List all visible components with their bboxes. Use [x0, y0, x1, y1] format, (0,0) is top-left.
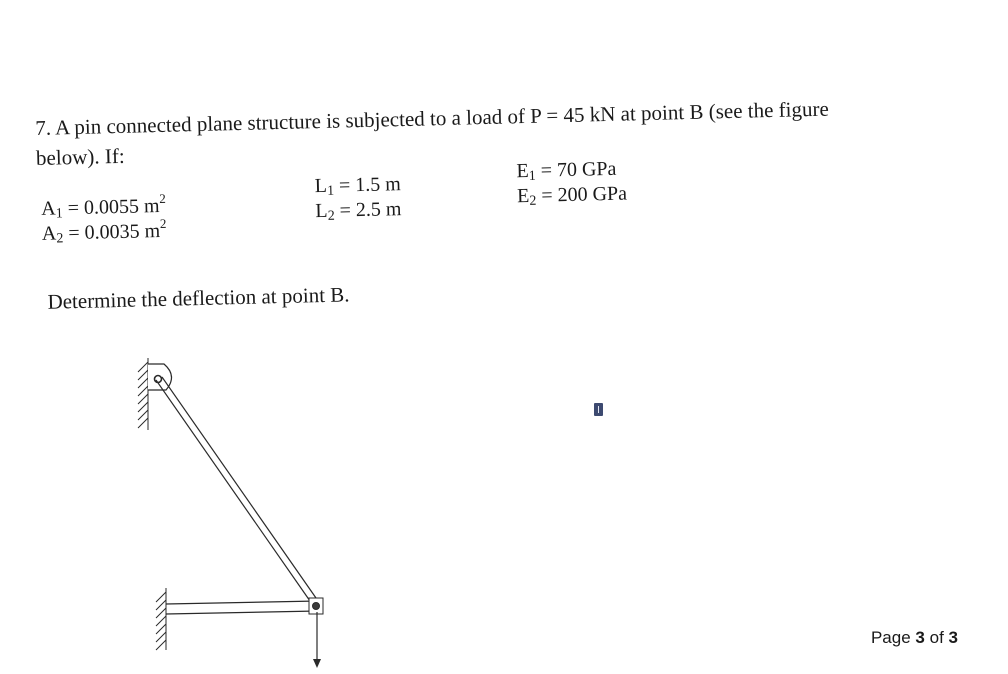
problem-question: Determine the deflection at point B. [47, 282, 350, 314]
page-number [871, 628, 958, 648]
given-length-2: $L_2 = 2.5$ m [315, 198, 402, 224]
given-modulus-1: $E_1 = 70$ GPa [516, 157, 617, 184]
page-word: Page [870, 628, 911, 647]
upper-pin-joint [155, 376, 162, 383]
page-current: 3 [915, 628, 925, 647]
problem-block [34, 54, 934, 314]
lower-wall-support [156, 588, 166, 650]
upper-wall-support [138, 358, 148, 430]
structure-figure [120, 350, 360, 674]
load-arrow-head [313, 659, 321, 668]
bar-2 [166, 601, 318, 614]
bar-1 [156, 377, 316, 601]
problem-statement-line-2: below). If: [35, 143, 125, 170]
given-area-2: $A_2 = 0.0035$ $m^2$ [41, 215, 167, 247]
page-total: 3 [948, 628, 958, 647]
text-cursor-icon [594, 403, 603, 416]
given-area-1: $A_1 = 0.0055$ $m^2$ [40, 190, 167, 222]
joint-b-pin [313, 603, 320, 610]
given-modulus-2: $E_2 = 200$ GPa [516, 182, 628, 209]
given-length-1: $L_1 = 1.5$ m [314, 173, 402, 199]
of-word: of [929, 628, 944, 647]
problem-statement-line-1: 7. A pin connected plane structure is subjected to a load of P = 45 kN at point B (see the figure [34, 96, 830, 140]
